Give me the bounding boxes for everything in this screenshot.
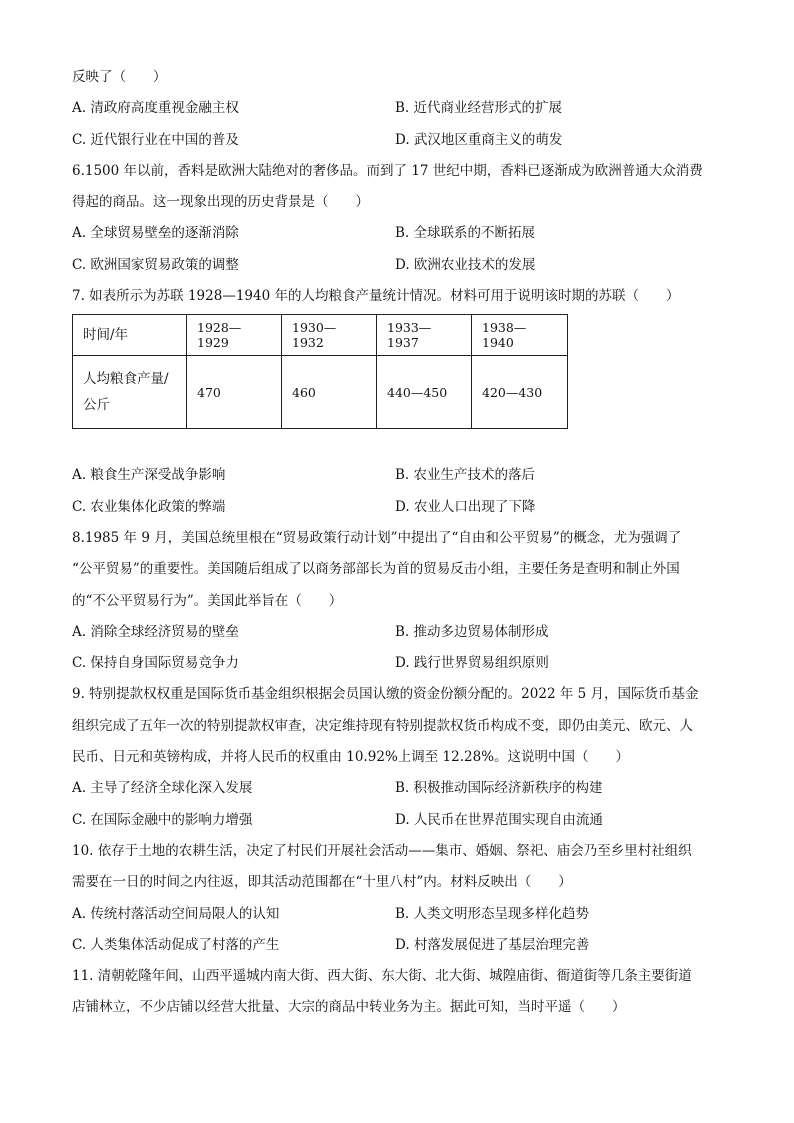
q7-options-row1 bbox=[72, 460, 722, 491]
table-header-cell: 1930—1932 bbox=[282, 315, 377, 356]
q10-options-row1 bbox=[72, 899, 722, 930]
q6-option-c[interactable]: C. 欧洲国家贸易政策的调整 bbox=[72, 256, 239, 273]
q9-stem-line-2: 组织完成了五年一次的特别提款权审查，决定维持现有特别提款权货币构成不变，即仍由美元、欧元、人 bbox=[72, 717, 693, 734]
exam-page bbox=[72, 62, 722, 1024]
q5-option-d[interactable]: D. 武汉地区重商主义的萌发 bbox=[395, 131, 563, 148]
q10-stem-line-1: 10. 依存于土地的农耕生活，决定了村民们开展社会活动——集市、婚姻、祭祀、庙会乃至乡里村社组织 bbox=[72, 842, 692, 859]
q10-option-a[interactable]: A. 传统村落活动空间局限人的认知 bbox=[72, 905, 280, 922]
q5-option-c[interactable]: C. 近代银行业在中国的普及 bbox=[72, 131, 239, 148]
q9-option-d[interactable]: D. 人民币在世界范围实现自由流通 bbox=[395, 811, 603, 828]
q6-option-d[interactable]: D. 欧洲农业技术的发展 bbox=[395, 256, 536, 273]
q8-options-row2 bbox=[72, 648, 722, 679]
q5-stem-tail: 反映了（ ） bbox=[72, 69, 167, 85]
table-row bbox=[73, 356, 568, 429]
q11-stem-line-1: 11. 清朝乾隆年间，山西平遥城内南大街、西大街、东大街、北大街、城隍庙街、衙道街等几条主要街道 bbox=[72, 968, 692, 985]
q8-option-b[interactable]: B. 推动多边贸易体制形成 bbox=[395, 623, 549, 640]
q10-option-d[interactable]: D. 村落发展促进了基层治理完善 bbox=[395, 936, 590, 953]
q7-options-row2 bbox=[72, 492, 722, 523]
q10-option-b[interactable]: B. 人类文明形态呈现多样化趋势 bbox=[395, 905, 590, 922]
q5-options-row1 bbox=[72, 93, 722, 124]
q7-grain-table bbox=[72, 314, 568, 429]
table-cell: 460 bbox=[282, 356, 377, 429]
table-header-cell: 1928—1929 bbox=[187, 315, 282, 356]
q8-stem-line-1: 8.1985 年 9 月，美国总统里根在“贸易政策行动计划”中提出了“自由和公平贸易”的概念，尤为强调了 bbox=[72, 529, 682, 546]
q5-options-row2 bbox=[72, 125, 722, 156]
q5-option-b[interactable]: B. 近代商业经营形式的扩展 bbox=[395, 100, 563, 117]
q9-options-row2 bbox=[72, 805, 722, 836]
table-header-cell: 1938—1940 bbox=[472, 315, 568, 356]
q6-option-b[interactable]: B. 全球联系的不断拓展 bbox=[395, 225, 536, 242]
table-header-cell: 1933—1937 bbox=[377, 315, 472, 356]
q8-stem-line-2: “公平贸易”的重要性。美国随后组成了以商务部部长为首的贸易反击小组，主要任务是查明和制止外国 bbox=[72, 561, 680, 578]
q6-option-a[interactable]: A. 全球贸易壁垒的逐渐消除 bbox=[72, 225, 239, 242]
table-cell: 420—430 bbox=[472, 356, 568, 429]
q8-option-c[interactable]: C. 保持自身国际贸易竞争力 bbox=[72, 655, 239, 672]
q7-option-b[interactable]: B. 农业生产技术的落后 bbox=[395, 467, 536, 484]
q6-options-row2 bbox=[72, 250, 722, 281]
q10-stem-line-2: 需要在一日的时间之内往返，即其活动范围都在“十里八村”内。材料反映出（ ） bbox=[72, 874, 572, 891]
table-header-cell: 时间/年 bbox=[73, 315, 187, 356]
q8-option-d[interactable]: D. 践行世界贸易组织原则 bbox=[395, 655, 549, 672]
table-header-row bbox=[73, 315, 568, 356]
q6-stem-line-1: 6.1500 年以前，香料是欧洲大陆绝对的奢侈品。而到了 17 世纪中期，香料已逐渐成为欧洲普通大众消费 bbox=[72, 162, 703, 179]
q9-option-b[interactable]: B. 积极推动国际经济新秩序的构建 bbox=[395, 780, 603, 797]
q8-option-a[interactable]: A. 消除全球经济贸易的壁垒 bbox=[72, 623, 239, 640]
q8-stem-line-3: 的“不公平贸易行为”。美国此举旨在（ ） bbox=[72, 592, 343, 609]
q9-option-a[interactable]: A. 主导了经济全球化深入发展 bbox=[72, 780, 253, 797]
q9-stem-line-1: 9. 特别提款权权重是国际货币基金组织根据会员国认缴的资金份额分配的。2022 年 5 月，国际货币基金 bbox=[72, 686, 699, 703]
q9-options-row1 bbox=[72, 773, 722, 804]
q5-option-a[interactable]: A. 清政府高度重视金融主权 bbox=[72, 100, 239, 117]
q7-option-d[interactable]: D. 农业人口出现了下降 bbox=[395, 498, 536, 515]
q9-stem-line-3: 民币、日元和英镑构成，并将人民币的权重由 10.92%上调至 12.28%。这说明中国（ ） bbox=[72, 749, 630, 766]
table-cell: 440—450 bbox=[377, 356, 472, 429]
q7-stem: 7. 如表所示为苏联 1928—1940 年的人均粮食产量统计情况。材料可用于说明该时期的苏联（ ） bbox=[72, 288, 680, 305]
q6-options-row1 bbox=[72, 218, 722, 249]
q10-option-c[interactable]: C. 人类集体活动促成了村落的产生 bbox=[72, 936, 280, 953]
q11-stem-line-2: 店铺林立，不少店铺以经营大批量、大宗的商品中转业务为主。据此可知，当时平遥（ ） bbox=[72, 999, 626, 1016]
q7-option-c[interactable]: C. 农业集体化政策的弊端 bbox=[72, 498, 226, 515]
q8-options-row1 bbox=[72, 617, 722, 648]
q7-option-a[interactable]: A. 粮食生产深受战争影响 bbox=[72, 467, 226, 484]
table-cell: 470 bbox=[187, 356, 282, 429]
q9-option-c[interactable]: C. 在国际金融中的影响力增强 bbox=[72, 811, 253, 828]
table-row-label: 人均粮食产量/公斤 bbox=[73, 356, 187, 429]
q6-stem-line-2: 得起的商品。这一现象出现的历史背景是（ ） bbox=[72, 194, 369, 211]
q10-options-row2 bbox=[72, 930, 722, 961]
